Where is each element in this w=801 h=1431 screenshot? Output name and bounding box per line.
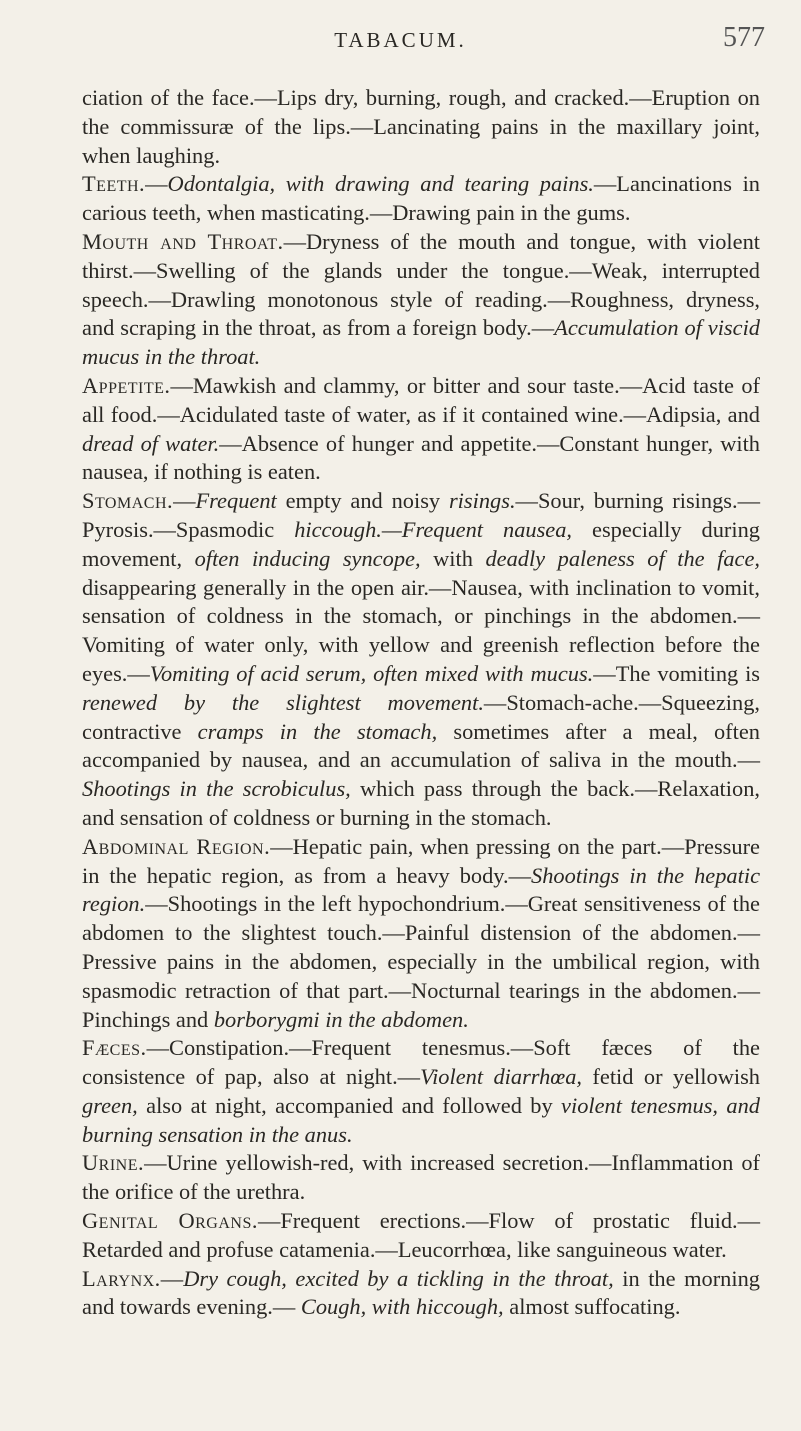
section-heading: Abdominal Region. [82,833,271,859]
italic-text: Dry cough, excited by a tickling in the throat, [183,1265,614,1291]
paragraph [82,84,760,170]
italic-text: Odontalgia, with drawing and tearing pains. [167,171,594,197]
section-heading: Larynx. [82,1265,161,1291]
text-run: almost suffocating. [503,1294,681,1320]
text-run: —Lancinations in carious teeth, when masticating.—Drawing pain in the gums. [82,171,760,226]
text-run: —Shootings in the left hypochondrium.—Great sensitiveness of the abdomen to the slightest touch.—Painful distension of the abdomen.—Pressive pains in the abdomen, especially in the umbilical region, with spasmodic retraction of that part.—Nocturnal tearings in the abdomen.—Pinchings and [82,891,760,1032]
italic-text: deadly paleness of the face, [485,545,761,571]
italic-text: hiccough.—Frequent nausea, [294,516,573,542]
text-run: —The vomiting is [593,660,761,686]
page-number: 577 [723,22,765,53]
italic-text: risings. [448,488,516,514]
paragraph [82,487,760,833]
text-run: with [420,545,486,571]
text-run: disappearing generally in the open air.—Nausea, with inclination to vomit, sensation of coldness in the stomach, or pinchings in the abdomen.—Vomiting of water only, with yellow and greenish reflection before the eyes.— [82,574,760,686]
text-run: —Mawkish and clammy, or bitter and sour taste.—Acid taste of all food.—Acidulated taste of water, as if it contained wine.—Adipsia, and [82,372,760,427]
text-run: —Stomach-ache.—Squeezing, contractive [82,689,760,744]
italic-text: Accumulation of viscid mucus in the throat. [82,315,761,370]
text-run: fetid or yellowish [582,1064,760,1090]
italic-text: borborygmi in the abdomen. [213,1006,469,1032]
text-run: especially during movement, [82,516,760,571]
section-heading: Genital Organs. [82,1208,258,1234]
paragraph [82,1265,760,1323]
italic-text: Violent diarrhœa, [420,1064,583,1090]
paragraph [82,1207,760,1265]
italic-text: Frequent [195,488,277,514]
italic-text: Shootings in the scrobiculus, [82,776,351,802]
text-run: —Frequent erections.—Flow of prostatic fluid.—Retarded and profuse catamenia.—Leucorrhœa, like sanguineous water. [82,1208,760,1262]
italic-text: Vomiting of acid serum, often mixed with mucus. [149,660,594,686]
italic-text: Shootings in the hepatic region. [82,862,761,917]
section-heading: Stomach. [82,488,174,514]
italic-text: Cough, with hiccough, [300,1294,504,1320]
section-heading: Mouth and Throat. [82,228,284,254]
text-run: —Urine yellowish-red, with increased secretion.—Inflammation of the orifice of the urethra. [82,1150,760,1205]
section-heading: Urine. [82,1150,145,1176]
paragraph [82,833,760,1035]
paragraph [82,170,760,228]
text-run: ciation of the face.—Lips dry, burning, rough, and cracked.—Eruption on the commissuræ of the lips.—Lancinating pains in the maxillary joint, when laughing. [82,85,760,168]
italic-text: often inducing syncope, [194,545,421,571]
text-run: — [173,488,196,514]
italic-text: violent tenesmus, and burning sensation in the anus. [82,1092,760,1147]
text-run: — [145,171,168,197]
paragraph [82,1149,760,1207]
text-run: which pass through the back.—Relaxation, and sensation of coldness or burning in the stomach. [82,776,760,830]
text-run: —Absence of hunger and appetite.—Constant hunger, with nausea, if nothing is eaten. [82,430,761,485]
italic-text: dread of water. [82,430,220,456]
page-header [0,22,801,62]
italic-text: green, [82,1092,138,1118]
body-text [82,84,760,1322]
paragraph [82,372,760,487]
text-run: also at night, accompanied and followed by [137,1092,562,1118]
section-heading: Teeth. [82,171,146,197]
text-run: empty and noisy [276,488,449,514]
running-title: TABACUM. [334,28,467,52]
italic-text: cramps in the stomach, [197,718,438,744]
text-run: in the morning and towards evening.— [82,1265,760,1320]
section-heading: Appetite. [82,372,171,398]
paragraph [82,1034,760,1149]
text-run: — [160,1265,184,1291]
italic-text: renewed by the slightest movement. [82,689,484,715]
text-run: sometimes after a meal, often accompanied by nausea, and an accumulation of saliva in the mouth.— [82,718,760,773]
text-run: —Dryness of the mouth and tongue, with violent thirst.—Swelling of the glands under the tongue.—Weak, interrupted speech.—Drawling monotonous style of reading.—Roughness, dryness, and scraping in the throat, as from a foreign body.— [82,228,760,341]
section-heading: Fæces. [82,1035,147,1061]
paragraph [82,228,760,372]
text-run: —Constipation.—Frequent tenesmus.—Soft fæces of the consistence of pap, also at night.— [82,1035,760,1090]
text-run: —Hepatic pain, when pressing on the part.—Pressure in the hepatic region, as from a heavy body.— [82,833,760,888]
text-run: —Sour, burning risings.—Pyrosis.—Spasmodic [82,488,760,542]
